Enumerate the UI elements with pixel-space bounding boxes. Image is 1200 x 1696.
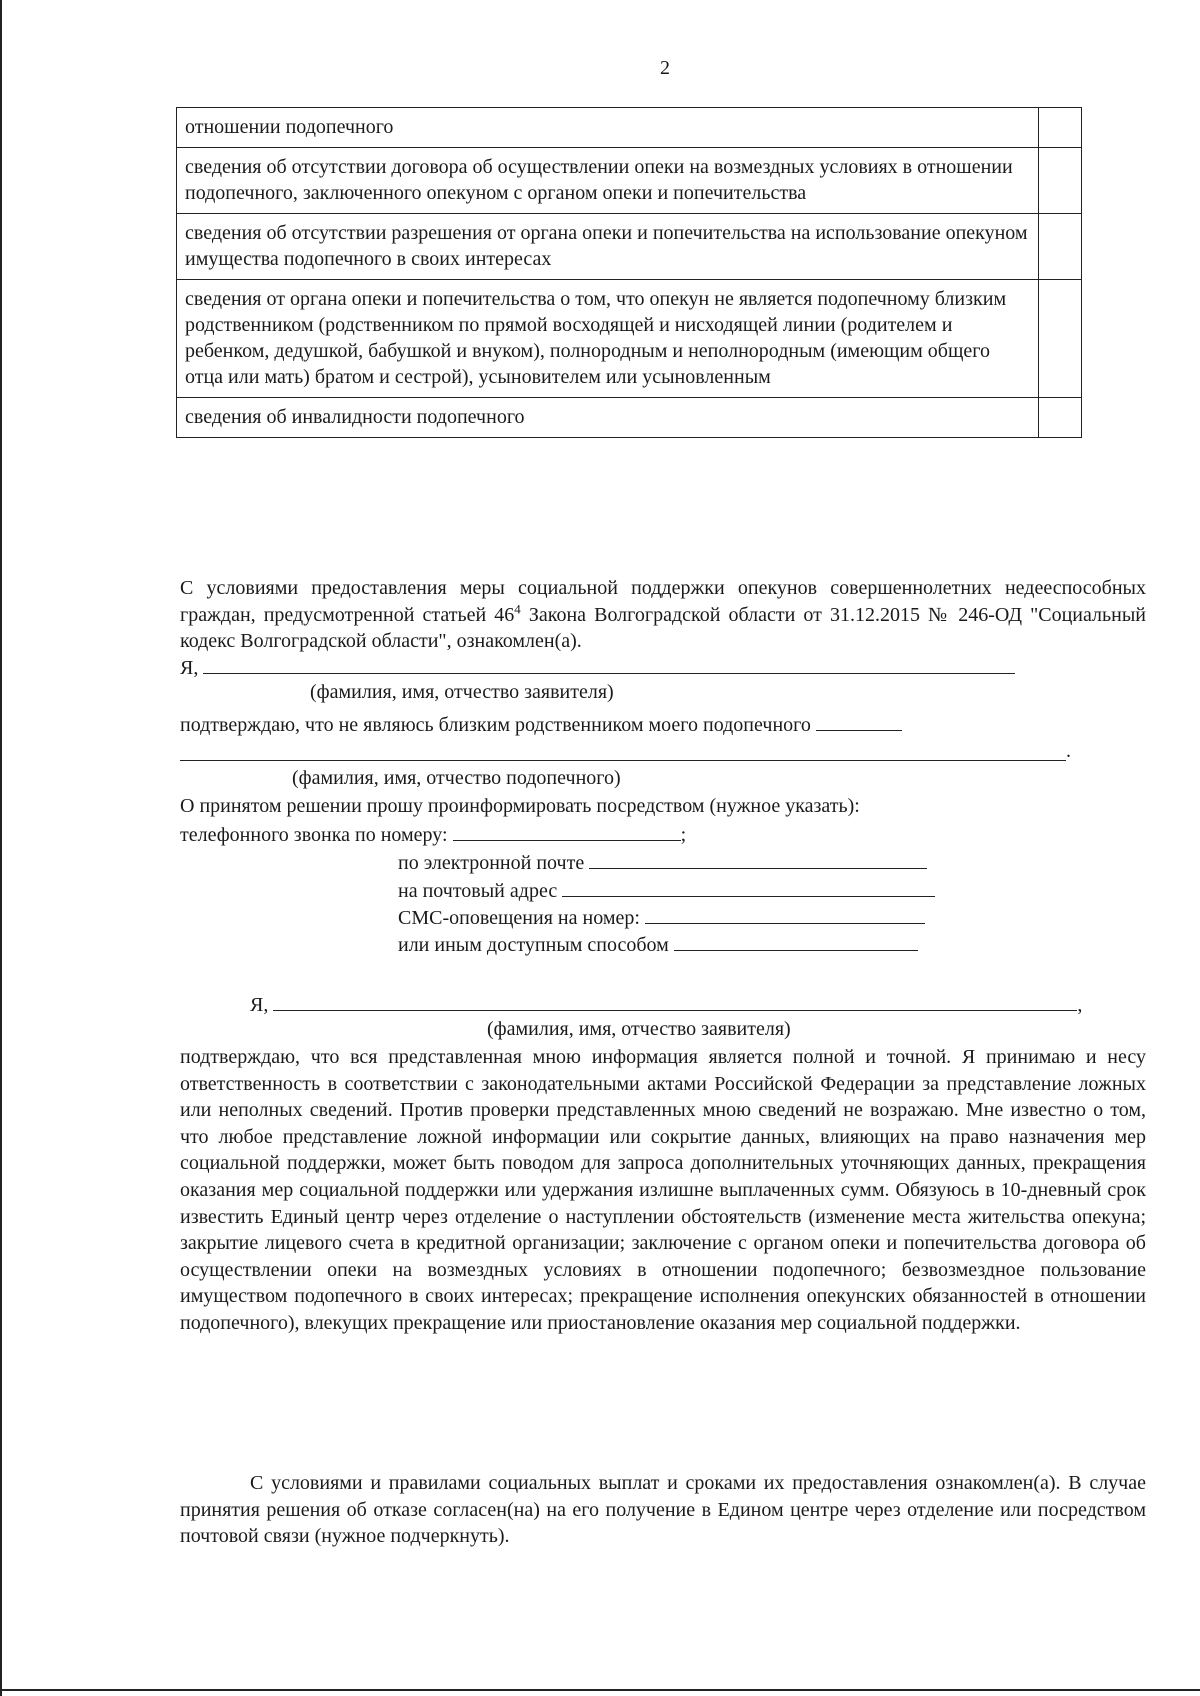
- declaration-paragraph: подтверждаю, что вся представленная мною информация является полной и точной. Я принимаю и несу ответственность в соответствии с законодательными актами Российской Федерации за представление ложных или неполных сведений. Против проверки представленных мною сведений не возражаю. Мне известно о том, что любое представление ложной информации или сокрытие данных, влияющих на право назначения мер социальной поддержки, может быть поводом для запроса дополнительных уточняющих данных, прекращения оказания мер социальной поддержки или удержания излишне выплаченных сумм. Обязуюсь в 10-дневный срок известить Единый центр через отделение о наступлении обстоятельств (изменение места жительства опекуна; закрытие лицевого счета в кредитной организации; заключение с органом опеки и попечительства договора об осуществлении опеки на возмездных условиях в отношении подопечного; безвозмездное пользование имуществом подопечного в своих интересах; прекращение исполнения опекунских обязанностей в отношении подопечного), влекущих прекращение или приостановление оказания мер социальной поддержки.: [180, 1046, 1146, 1334]
- table-row: [177, 280, 1082, 398]
- scan-left-border: [0, 0, 2, 1696]
- table-cell-checkbox[interactable]: [1039, 108, 1082, 148]
- applicant-caption: (фамилия, имя, отчество заявителя): [310, 681, 614, 703]
- table-row: [177, 148, 1082, 214]
- notify-phone-line: телефонного звонка по номеру: ;: [180, 820, 686, 848]
- notify-email-line: по электронной почте: [398, 848, 927, 876]
- declaration-name-field[interactable]: [273, 990, 1077, 1011]
- notify-post-line: на почтовый адрес: [398, 876, 935, 904]
- ward-name-field-start[interactable]: [816, 710, 902, 731]
- applicant-line: Я,: [180, 653, 1015, 681]
- ward-line-end: .: [1066, 740, 1071, 762]
- declaration-applicant-line: Я, ,: [250, 990, 1082, 1018]
- table-cell-description: сведения об отсутствии договора об осуществлении опеки на возмездных условиях в отношении подопечного, заключенного опекуном с органом опеки и попечительства: [177, 148, 1039, 214]
- documents-table: [176, 107, 1082, 438]
- sms-number-field[interactable]: [645, 903, 925, 924]
- email-field[interactable]: [589, 848, 927, 869]
- applicant-name-field[interactable]: [203, 653, 1015, 674]
- notify-sms-line: СМС-оповещения на номер:: [398, 903, 925, 931]
- table-cell-description: отношении подопечного: [177, 108, 1039, 148]
- declaration-caption: (фамилия, имя, отчество заявителя): [487, 1018, 791, 1040]
- ward-caption: (фамилия, имя, отчество подопечного): [292, 767, 621, 789]
- table-cell-checkbox[interactable]: [1039, 280, 1082, 398]
- table-cell-checkbox[interactable]: [1039, 398, 1082, 438]
- table-row: [177, 398, 1082, 438]
- notify-intro: О принятом решении прошу проинформировать посредством (нужное указать):: [180, 795, 860, 817]
- table-cell-description: сведения от органа опеки и попечительства о том, что опекун не является подопечному близким родственником (родственником по прямой восходящей и нисходящей линии (родителем и ребенком, дедушкой, бабушкой и внуком), полнородным и неполнородным (имеющим общего отца или мать) братом и сестрой), усыновителем или усыновленным: [177, 280, 1039, 398]
- table-row: [177, 214, 1082, 280]
- table-cell-description: сведения об инвалидности подопечного: [177, 398, 1039, 438]
- postal-address-field[interactable]: [562, 876, 935, 897]
- scan-bottom-border: [0, 1689, 1200, 1691]
- conditions-paragraph: С условиями предоставления меры социальной поддержки опекунов совершеннолетних недееспособных граждан, предусмотренной статьей $46^4$ Закона Волгоградской области от 31.12.2015 № 246-ОД "Социальный кодекс Волгоградской области", ознакомлен(а).: [180, 577, 1146, 653]
- not-relative-line: подтверждаю, что не являюсь близким родственником моего подопечного: [180, 710, 902, 738]
- table-cell-checkbox[interactable]: [1039, 148, 1082, 214]
- table-cell-checkbox[interactable]: [1039, 214, 1082, 280]
- page-number: 2: [660, 57, 670, 79]
- table-cell-description: сведения об отсутствии разрешения от органа опеки и попечительства на использование опекуном имущества подопечного в своих интересах: [177, 214, 1039, 280]
- phone-number-field[interactable]: [453, 820, 681, 841]
- final-paragraph: С условиями и правилами социальных выплат и сроками их предоставления ознакомлен(а). В случае принятия решения об отказе согласен(на) на его получение в Едином центре через отделение или посредством почтовой связи (нужное подчеркнуть).: [180, 1472, 1146, 1548]
- table-row: [177, 108, 1082, 148]
- ward-name-field[interactable]: [180, 760, 1066, 761]
- other-method-field[interactable]: [674, 930, 918, 951]
- notify-other-line: или иным доступным способом: [398, 930, 918, 958]
